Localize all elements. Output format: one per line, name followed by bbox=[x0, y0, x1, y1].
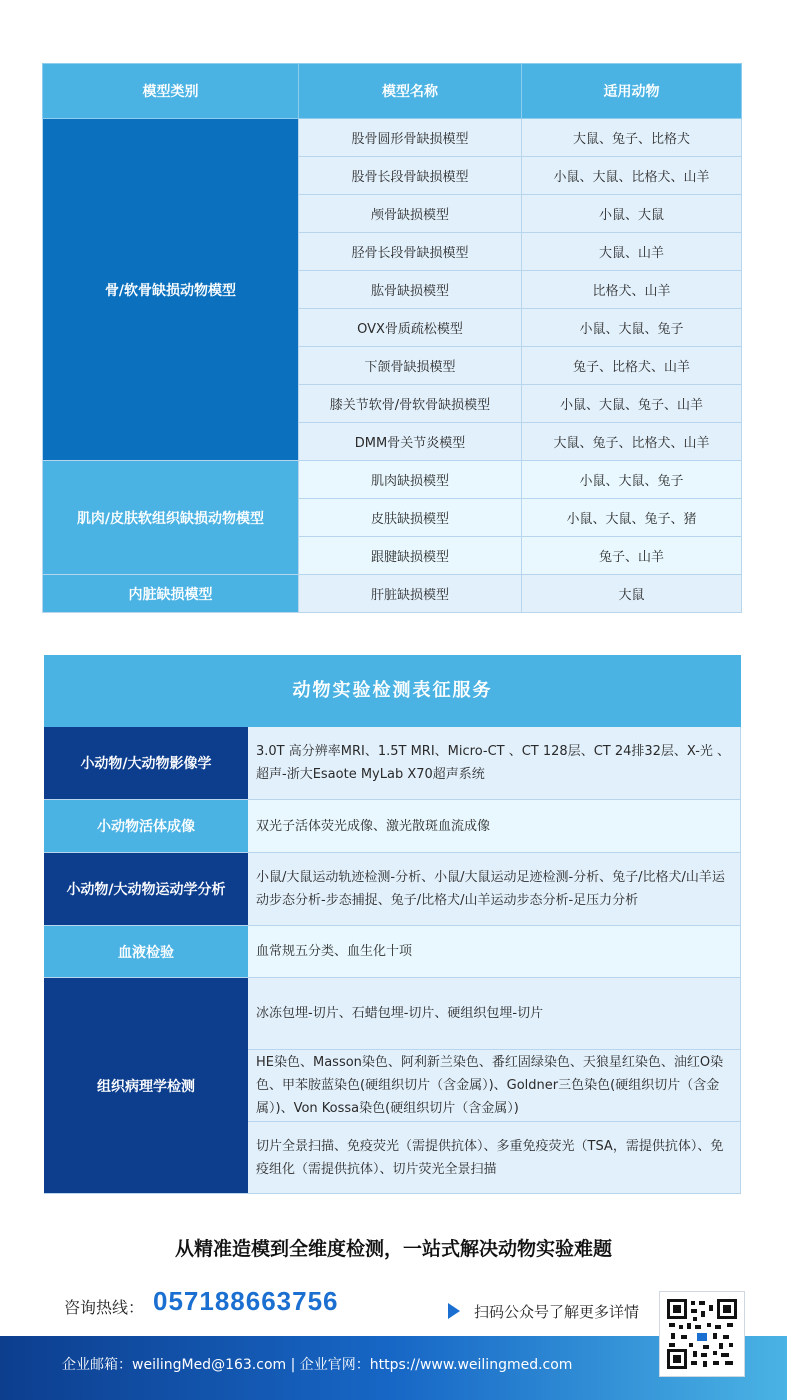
service-value: 双光子活体荧光成像、激光散斑血流成像 bbox=[248, 800, 741, 852]
model-name: 胫骨长段骨缺损模型 bbox=[299, 233, 522, 271]
category-organ: 内脏缺损模型 bbox=[43, 575, 299, 613]
qr-code[interactable] bbox=[660, 1292, 744, 1376]
model-name: 下颌骨缺损模型 bbox=[299, 347, 522, 385]
model-name: 膝关节软骨/骨软骨缺损模型 bbox=[299, 385, 522, 423]
model-animals: 小鼠、大鼠、比格犬、山羊 bbox=[522, 157, 742, 195]
service-label: 血液检验 bbox=[44, 926, 248, 977]
service-value: 血常规五分类、血生化十项 bbox=[248, 926, 741, 977]
model-name: 皮肤缺损模型 bbox=[299, 499, 522, 537]
model-name: 跟腱缺损模型 bbox=[299, 537, 522, 575]
model-animals: 大鼠 bbox=[522, 575, 742, 613]
service-table bbox=[44, 655, 741, 1194]
model-animals: 大鼠、山羊 bbox=[522, 233, 742, 271]
table-row bbox=[43, 461, 742, 499]
category-soft-tissue: 肌肉/皮肤软组织缺损动物模型 bbox=[43, 461, 299, 575]
model-name: 肝脏缺损模型 bbox=[299, 575, 522, 613]
service-value: 3.0T 高分辨率MRI、1.5T MRI、Micro-CT 、CT 128层、CT 24排32层、X-光 、超声-浙大Esaote MyLab X70超声系统 bbox=[248, 727, 741, 799]
slogan: 从精准造模到全维度检测，一站式解决动物实验难题 bbox=[174, 1238, 612, 1260]
service-label: 小动物/大动物影像学 bbox=[44, 727, 248, 799]
header-category: 模型类别 bbox=[43, 64, 299, 119]
service-row-live-imaging bbox=[44, 800, 741, 853]
header-model-name: 模型名称 bbox=[299, 64, 522, 119]
category-bone: 骨/软骨缺损动物模型 bbox=[43, 119, 299, 461]
table-row bbox=[43, 119, 742, 157]
model-animals: 小鼠、大鼠、兔子、猪 bbox=[522, 499, 742, 537]
model-animals: 小鼠、大鼠、兔子 bbox=[522, 309, 742, 347]
service-label: 小动物活体成像 bbox=[44, 800, 248, 852]
service-value: 小鼠/大鼠运动轨迹检测-分析、小鼠/大鼠运动足迹检测-分析、兔子/比格犬/山羊运动步态分析-步态捕捉、兔子/比格犬/山羊运动步态分析-足压力分析 bbox=[248, 853, 741, 925]
model-animals: 比格犬、山羊 bbox=[522, 271, 742, 309]
model-name: 肌肉缺损模型 bbox=[299, 461, 522, 499]
service-row-blood bbox=[44, 926, 741, 978]
hotline-label: 咨询热线： bbox=[64, 1298, 145, 1317]
model-animals: 大鼠、兔子、比格犬 bbox=[522, 119, 742, 157]
model-table-header bbox=[43, 64, 742, 119]
table-row bbox=[43, 575, 742, 613]
model-animals: 大鼠、兔子、比格犬、山羊 bbox=[522, 423, 742, 461]
service-value: HE染色、Masson染色、阿利新兰染色、番红固绿染色、天狼星红染色、油红O染色、甲苯胺蓝染色(硬组织切片（含金属）)、Goldner三色染色(硬组织切片（含金属）)、Von Kossa染色(硬组织切片（含金属）) bbox=[248, 1050, 741, 1122]
service-row-kinematics bbox=[44, 853, 741, 926]
play-triangle-icon bbox=[448, 1303, 460, 1319]
service-value: 冰冻包埋-切片、石蜡包埋-切片、硬组织包埋-切片 bbox=[248, 978, 741, 1050]
model-name: 股骨圆形骨缺损模型 bbox=[299, 119, 522, 157]
scan-text: 扫码公众号了解更多详情 bbox=[474, 1303, 640, 1321]
service-row-pathology bbox=[44, 978, 741, 1194]
model-animals: 兔子、山羊 bbox=[522, 537, 742, 575]
model-table bbox=[42, 63, 742, 613]
service-value: 切片全景扫描、免疫荧光（需提供抗体）、多重免疫荧光（TSA，需提供抗体）、免疫组化（需提供抗体）、切片荧光全景扫描 bbox=[248, 1122, 741, 1193]
service-label: 小动物/大动物运动学分析 bbox=[44, 853, 248, 925]
model-animals: 小鼠、大鼠、兔子、山羊 bbox=[522, 385, 742, 423]
hotline-number[interactable]: 057188663756 bbox=[153, 1286, 339, 1316]
model-name: 肱骨缺损模型 bbox=[299, 271, 522, 309]
model-animals: 小鼠、大鼠、兔子 bbox=[522, 461, 742, 499]
service-label: 组织病理学检测 bbox=[44, 978, 248, 1193]
qr-code-icon bbox=[667, 1299, 737, 1369]
model-name: 颅骨缺损模型 bbox=[299, 195, 522, 233]
service-title: 动物实验检测表征服务 bbox=[44, 655, 741, 727]
header-animals: 适用动物 bbox=[522, 64, 742, 119]
footer-contact[interactable]: 企业邮箱：weilingMed@163.com | 企业官网：https://www.weilingmed.com bbox=[62, 1357, 573, 1373]
service-row-imaging bbox=[44, 727, 741, 800]
model-name: 股骨长段骨缺损模型 bbox=[299, 157, 522, 195]
model-name: DMM骨关节炎模型 bbox=[299, 423, 522, 461]
model-name: OVX骨质疏松模型 bbox=[299, 309, 522, 347]
model-animals: 小鼠、大鼠 bbox=[522, 195, 742, 233]
model-animals: 兔子、比格犬、山羊 bbox=[522, 347, 742, 385]
service-values bbox=[248, 978, 741, 1193]
